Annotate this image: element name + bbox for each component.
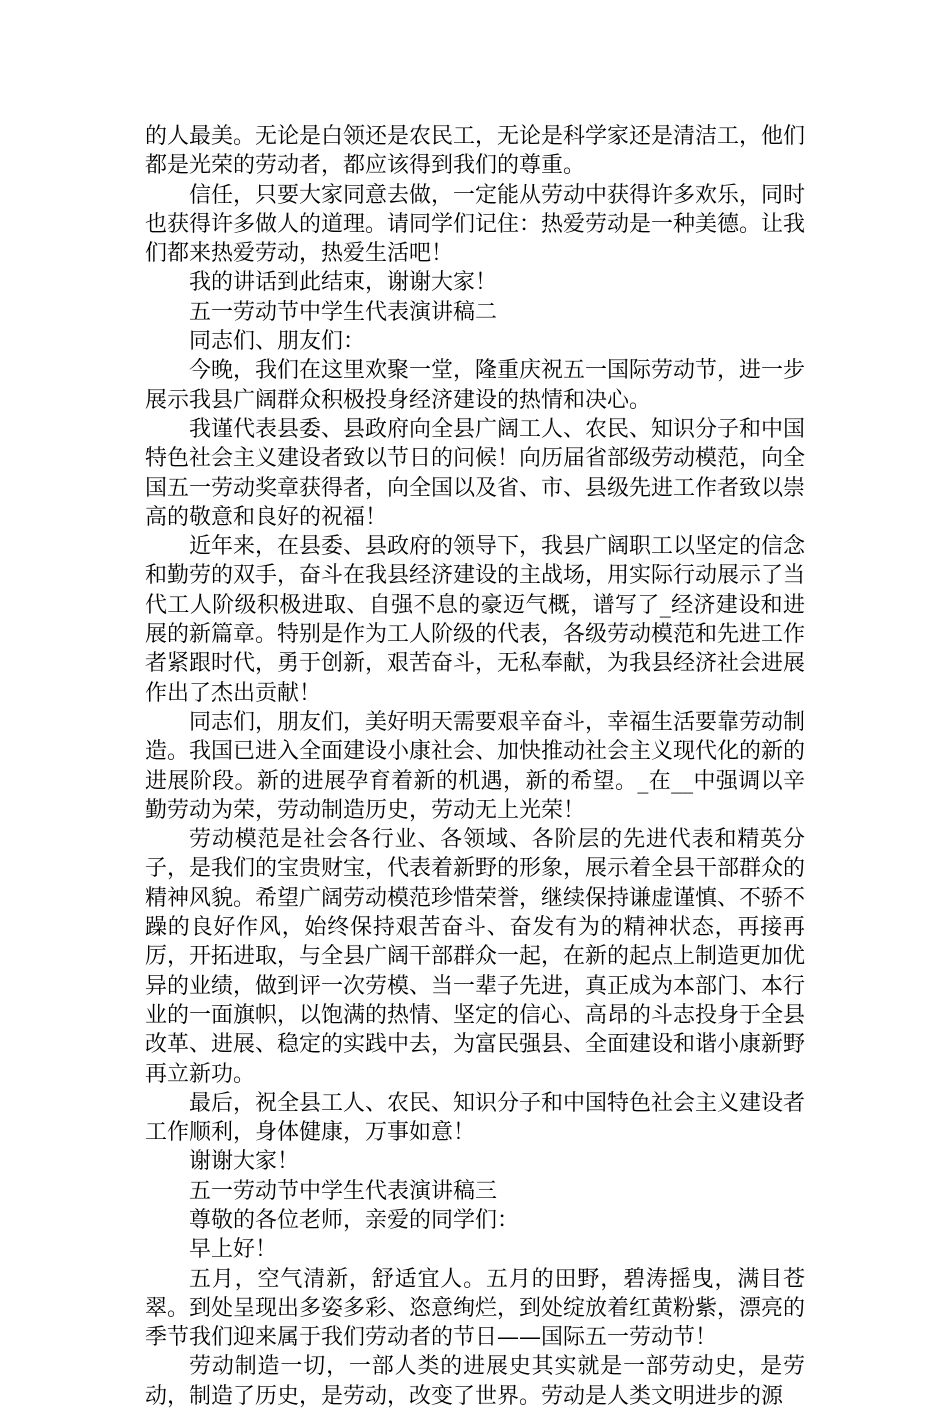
paragraph: 我的讲话到此结束，谢谢大家！ <box>189 270 498 296</box>
paragraph: 劳动模范是社会各行业、各领域、各阶层的先进代表和精英分子，是我们的宝贵财宝，代表着新野的形象，展示着全县干部群众的精神风貌。希望广阔劳动模范珍惜荣誉，继续保持谦虚谨慎、不骄不躁的良好作风，始终保持艰苦奋斗、奋发有为的精神状态，再接再厉，开拓进取，与全县广阔干部群众一起，在新的起点上制造更加优异的业绩，做到评一次劳模、当一辈子先进，真正成为本部门、本行业的一面旗帜，以饱满的热情、坚定的信心、高昂的斗志投身于全县改革、进展、稳定的实践中去，为富民强县、全面建设和谐小康新野再立新功。 <box>145 827 806 1087</box>
paragraph: 最后，祝全县工人、农民、知识分子和中国特色社会主义建设者工作顺利，身体健康，万事如意！ <box>145 1090 806 1146</box>
paragraph: 近年来，在县委、县政府的领导下，我县广阔职工以坚定的信念和勤劳的双手，奋斗在我县经济建设的主战场，用实际行动展示了当代工人阶级积极进取、自强不息的豪迈气概，谱写了_经济建设和进展的新篇章。特别是作为工人阶级的代表，各级劳动模范和先进工作者紧跟时代，勇于创新，艰苦奋斗，无私奉献，为我县经济社会进展作出了杰出贡献！ <box>145 534 806 706</box>
greeting: 早上好！ <box>189 1237 278 1263</box>
closing-line: 谢谢大家！ <box>189 1149 300 1175</box>
paragraph: 信任，只要大家同意去做，一定能从劳动中获得许多欢乐，同时也获得许多做人的道理。请同学们记住：热爱劳动是一种美德。让我们都来热爱劳动，热爱生活吧！ <box>145 182 806 267</box>
paragraph: 同志们，朋友们，美好明天需要艰辛奋斗，幸福生活要靠劳动制造。我国已进入全面建设小康社会、加快推动社会主义现代化的新的进展阶段。新的进展孕育着新的机遇，新的希望。_在__中强调以辛勤劳动为荣，劳动制造历史，劳动无上光荣！ <box>145 709 806 823</box>
paragraph: 劳动制造一切，一部人类的进展史其实就是一部劳动史，是劳动，制造了历史，是劳动，改变了世界。劳动是人类文明进步的源 <box>145 1354 805 1409</box>
paragraph: 我谨代表县委、县政府向全县广阔工人、农民、知识分子和中国特色社会主义建设者致以节日的问候！向历届省部级劳动模范，向全国五一劳动奖章获得者，向全国以及省、市、县级先进工作者致以崇高的敬意和良好的祝福！ <box>145 416 806 530</box>
paragraph: 的人最美。无论是白领还是农民工，无论是科学家还是清洁工，他们都是光荣的劳动者，都应该得到我们的尊重。 <box>145 124 806 179</box>
document-page <box>145 122 805 1411</box>
paragraph: 今晚，我们在这里欢聚一堂，隆重庆祝五一国际劳动节，进一步展示我县广阔群众积极投身经济建设的热情和决心。 <box>145 358 806 413</box>
salutation: 尊敬的各位老师，亲爱的同学们： <box>189 1207 520 1233</box>
section-heading: 五一劳动节中学生代表演讲稿三 <box>189 1178 498 1204</box>
section-heading: 五一劳动节中学生代表演讲稿二 <box>189 299 498 325</box>
paragraph: 五月，空气清新，舒适宜人。五月的田野，碧涛摇曳，满目苍翠。到处呈现出多姿多彩、恣意绚烂，到处绽放着红黄粉紫，漂亮的季节我们迎来属于我们劳动者的节日——国际五一劳动节！ <box>145 1266 806 1351</box>
salutation: 同志们、朋友们： <box>189 329 366 355</box>
